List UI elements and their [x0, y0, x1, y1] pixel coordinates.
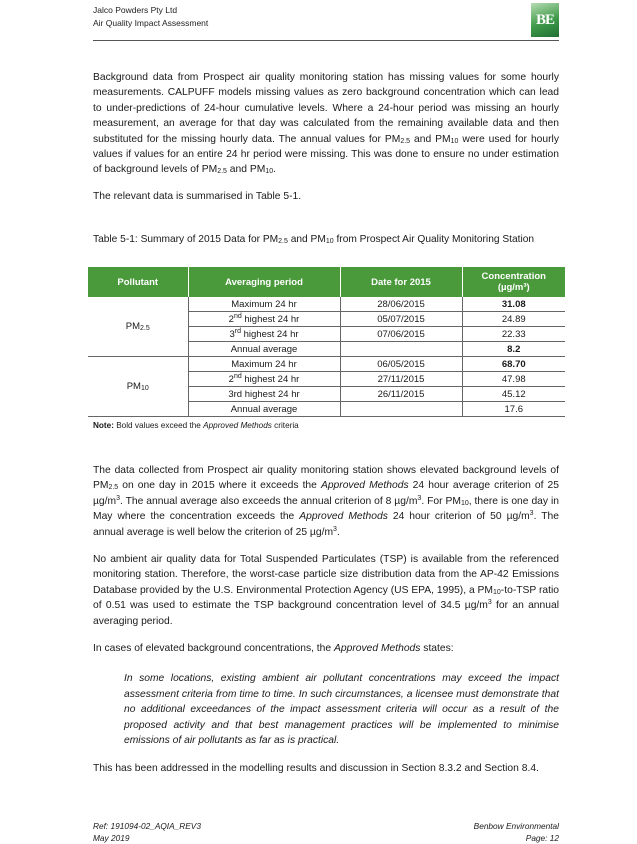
value-cell: 45.12 [462, 387, 565, 402]
period-cell: 2nd highest 24 hr [188, 312, 340, 327]
period-cell: 3rd highest 24 hr [188, 387, 340, 402]
paragraph-tsp: No ambient air quality data for Total Suspended Particulates (TSP) is available from the referenced monitoring station. Therefore, the worst-case particle size distribution data from the AP-42 Emissions Database provided by the U.S. Environmental Protection Agency (US EPA, 1995), a $PM_{10}-to$-TSP ratio of 0.51 was used to estimate the TSP background concentration level of 34.5 $\mu g/m^3$ for an annual averaging period. [93, 554, 559, 627]
date-cell: 28/06/2015 [340, 297, 462, 312]
period-cell: 3rd highest 24 hr [188, 327, 340, 342]
footer-page: Page: 12 [525, 833, 559, 843]
date-cell: 06/05/2015 [340, 357, 462, 372]
period-cell: Maximum 24 hr [188, 357, 340, 372]
value-cell: 8.2 [462, 342, 565, 357]
header-pollutant: Pollutant [88, 267, 188, 297]
date-cell: 27/11/2015 [340, 372, 462, 387]
footer-date: May 2019 [93, 833, 130, 843]
footer-company: Benbow Environmental [473, 821, 559, 831]
date-cell [340, 402, 462, 417]
paragraph-approved-methods-intro: In cases of elevated background concentrations, the Approved Methods states: [93, 643, 454, 654]
table-note: Note: Bold values exceed the Approved Methods criteria [93, 421, 299, 430]
paragraph-elevated-levels: The data collected from Prospect air quality monitoring station shows elevated background levels of $PM_{2.5}$ on one day in 2015 where it exceeds the Approved Methods 24 hour average criterion of 25 $\mu g/m^3$. The annual average also exceeds the annual criterion of 8 $\mu g/m^3$. For $PM_{10}$, there is one day in May where the concentration exceeds the Approved Methods 24 hour criterion of 50 $\mu g/m^3$. The annual average is well below the criterion of 25 $\mu g/m^3$. [93, 465, 560, 538]
header-company: Jalco Powders Pty Ltd [93, 5, 178, 15]
table-header-row [88, 267, 565, 297]
paragraph-addressed: This has been addressed in the modelling results and discussion in Section 8.3.2 and Section 8.4. [93, 763, 539, 774]
header-period: Averaging period [188, 267, 340, 297]
paragraph-missing-data: Background data from Prospect air quality monitoring station has missing values for some hourly measurements. CALPUFF models missing values as zero background concentration which can lead to under-predictions of 24-hour cumulative levels. Where a 24-hour period was missing an hourly measurement, an average for that day was calculated from the remaining available data and then substituted for the missing hourly data. The annual values for $PM_{2.5}$ and $PM_{10}$ were used for hourly values if values for an entire 24 hr period were missing. This was done to ensure no under estimation of background levels of $PM_{2.5}$ and $PM_{10}$. [93, 72, 559, 176]
header-date: Date for 2015 [340, 267, 462, 297]
table-caption: Table 5-1: Summary of 2015 Data for $PM_{2.5}$ and $PM_{10}$ from Prospect Air Quality Monitoring Station [93, 234, 535, 245]
period-cell: 2nd highest 24 hr [188, 372, 340, 387]
header-concentration: Concentration (µg/m³) [462, 267, 565, 297]
pollutant-pm10: $PM_{10}$ [88, 357, 188, 417]
paragraph-relevant-data: The relevant data is summarised in Table 5-1. [93, 191, 302, 202]
date-cell: 07/06/2015 [340, 327, 462, 342]
block-quote: In some locations, existing ambient air pollutant concentrations may exceed the impact assessment criteria from time to time. In such circumstances, a licensee must demonstrate that no additional exceedances of the impact assessment criteria will occur as a result of the proposed activity and that best management practices will be implemented to minimise emissions of air pollutants as far as is practical. [124, 673, 559, 747]
pollutant-pm25: $PM_{2.5}$ [88, 297, 188, 357]
value-cell: 47.98 [462, 372, 565, 387]
value-cell: 31.08 [462, 297, 565, 312]
page-header [93, 4, 208, 30]
summary-table [88, 267, 565, 417]
header-divider [93, 40, 559, 41]
company-logo: BE [531, 3, 559, 37]
value-cell: 17.6 [462, 402, 565, 417]
period-cell: Maximum 24 hr [188, 297, 340, 312]
date-cell: 05/07/2015 [340, 312, 462, 327]
table-row [88, 357, 565, 372]
date-cell [340, 342, 462, 357]
value-cell: 22.33 [462, 327, 565, 342]
date-cell: 26/11/2015 [340, 387, 462, 402]
table-row [88, 297, 565, 312]
period-cell: Annual average [188, 402, 340, 417]
value-cell: 24.89 [462, 312, 565, 327]
footer-left [93, 820, 201, 844]
value-cell: 68.70 [462, 357, 565, 372]
period-cell: Annual average [188, 342, 340, 357]
footer-right [474, 820, 559, 844]
footer-ref: Ref: 191094-02_AQIA_REV3 [93, 821, 201, 831]
header-doc-title: Air Quality Impact Assessment [93, 18, 209, 28]
